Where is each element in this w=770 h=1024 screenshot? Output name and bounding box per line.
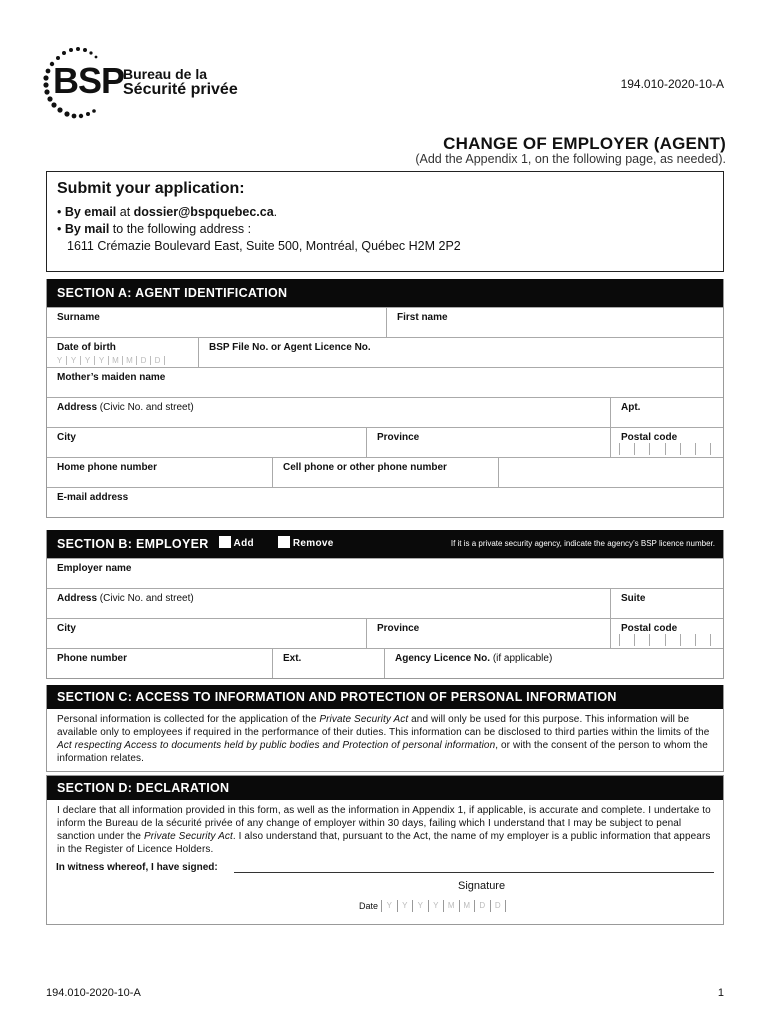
address-field[interactable] <box>47 398 611 427</box>
c-text-3: , or with the consent of the person to whom the information relates. <box>57 740 708 764</box>
add-option[interactable] <box>219 530 254 558</box>
agency-licence-hint: (if applicable) <box>492 653 553 664</box>
dob-boxes <box>53 356 165 365</box>
email-address[interactable]: dossier@bspquebec.ca <box>133 205 274 219</box>
employer-city-label: City <box>57 623 76 634</box>
row-address <box>47 397 723 427</box>
dob-y3: Y <box>81 356 95 365</box>
employer-postal-boxes <box>619 634 711 646</box>
employer-province-field[interactable] <box>367 619 611 648</box>
logo-acronym: BSP <box>53 60 125 101</box>
sd-y3: Y <box>413 900 429 912</box>
signature-label: Signature <box>458 880 506 892</box>
sd-m1: M <box>444 900 460 912</box>
email-field-label: E-mail address <box>57 492 129 503</box>
d-text-act: Private Security Act <box>143 831 233 842</box>
section-b-title: SECTION B: EMPLOYER <box>57 537 209 551</box>
row-employer-address <box>47 588 723 618</box>
row-maiden <box>47 367 723 397</box>
submit-heading: Submit your application: <box>57 180 245 197</box>
employer-address-field[interactable] <box>47 589 611 618</box>
remove-checkbox[interactable] <box>278 536 290 548</box>
suite-field[interactable] <box>611 589 723 618</box>
email-end: . <box>273 205 278 219</box>
section-c-text <box>47 709 723 771</box>
mail-address: 1611 Crémazie Boulevard East, Suite 500, Montréal, Québec H2M 2P2 <box>67 239 461 253</box>
c-text-act: Private Security Act <box>319 714 409 725</box>
add-checkbox[interactable] <box>219 536 231 548</box>
mothers-maiden-field[interactable] <box>47 368 723 397</box>
first-name-label: First name <box>397 312 448 323</box>
page-subtitle: (Add the Appendix 1, on the following page, as needed). <box>415 152 726 166</box>
witness-label: In witness whereof, I have signed: <box>56 862 218 873</box>
sd-d1: D <box>475 900 491 912</box>
mail-rest: to the following address : <box>109 222 252 236</box>
employer-postal-field[interactable] <box>611 619 723 648</box>
row-city <box>47 427 723 457</box>
row-employer-name <box>47 558 723 588</box>
postal-code-label: Postal code <box>621 432 678 443</box>
section-a <box>46 279 724 518</box>
address-label: Address <box>57 402 98 413</box>
city-label: City <box>57 432 76 443</box>
address-hint: (Civic No. and street) <box>99 402 194 413</box>
email-field[interactable] <box>47 488 723 517</box>
province-field[interactable] <box>367 428 611 457</box>
remove-label: Remove <box>292 538 334 549</box>
dob-d2: D <box>151 356 165 365</box>
dob-y2: Y <box>67 356 81 365</box>
employer-name-label: Employer name <box>57 563 132 574</box>
cell-phone-field[interactable] <box>273 458 499 487</box>
dob-field[interactable] <box>47 338 199 367</box>
employer-name-field[interactable] <box>47 559 723 588</box>
email-label: By email <box>64 205 117 219</box>
employer-city-field[interactable] <box>47 619 367 648</box>
first-name-field[interactable] <box>387 308 723 337</box>
surname-field[interactable] <box>47 308 387 337</box>
mothers-maiden-label: Mother’s maiden name <box>57 372 166 383</box>
c-text-2: and will only be used for this purpose. This information will be available only to employees if required in the performance of their duties. This information can be disclosed to third parties within the limits of the <box>57 714 710 738</box>
dob-m2: M <box>123 356 137 365</box>
email-mid: at <box>116 205 134 219</box>
postal-code-field[interactable] <box>611 428 723 457</box>
submit-instructions <box>46 171 724 272</box>
surname-label: Surname <box>57 312 100 323</box>
ext-field[interactable] <box>273 649 385 678</box>
agency-licence-label: Agency Licence No. <box>395 653 491 664</box>
dob-label: Date of birth <box>57 342 116 353</box>
remove-option[interactable] <box>278 530 334 558</box>
suite-label: Suite <box>621 593 646 604</box>
province-label: Province <box>377 432 420 443</box>
logo-line1: Bureau de la <box>123 66 208 82</box>
dob-y1: Y <box>53 356 67 365</box>
cell-phone-input[interactable] <box>499 458 723 487</box>
mail-label: By mail <box>64 222 110 236</box>
bsp-file-field[interactable] <box>199 338 723 367</box>
add-label: Add <box>233 538 254 549</box>
c-text-1: Personal information is collected for the application of the <box>57 714 320 725</box>
footer-page-number: 1 <box>717 987 724 999</box>
submit-mail-line: • By mail to the following address : <box>57 222 252 236</box>
city-field[interactable] <box>47 428 367 457</box>
cell-phone-label: Cell phone or other phone number <box>283 462 447 473</box>
row-name <box>47 307 723 337</box>
submit-email-line: • By email at dossier@bspquebec.ca. <box>57 205 278 219</box>
employer-phone-label: Phone number <box>57 653 128 664</box>
postal-code-boxes <box>619 443 711 455</box>
section-c-heading: SECTION C: ACCESS TO INFORMATION AND PROTECTION OF PERSONAL INFORMATION <box>47 685 723 709</box>
row-employer-city <box>47 618 723 648</box>
section-a-heading: SECTION A: AGENT IDENTIFICATION <box>47 279 723 307</box>
sign-date-label: Date <box>359 901 379 911</box>
form-number-top: 194.010-2020-10-A <box>620 77 724 91</box>
row-employer-phone <box>47 648 723 678</box>
sd-y1: Y <box>382 900 398 912</box>
employer-postal-label: Postal code <box>621 623 678 634</box>
employer-address-label: Address <box>57 593 98 604</box>
sd-d2: D <box>491 900 507 912</box>
dob-d1: D <box>137 356 151 365</box>
bsp-file-label: BSP File No. or Agent Licence No. <box>209 342 371 353</box>
agency-licence-field[interactable] <box>385 649 723 678</box>
d-text-2: . I also understand that, pursuant to the Act, the name of my employer is a public information that appears in the Register of Licence Holders. <box>57 831 711 855</box>
section-d-text <box>47 800 723 862</box>
employer-phone-field[interactable] <box>47 649 273 678</box>
employer-address-hint: (Civic No. and street) <box>99 593 194 604</box>
employer-province-label: Province <box>377 623 420 634</box>
sd-y2: Y <box>398 900 414 912</box>
home-phone-label: Home phone number <box>57 462 158 473</box>
logo-wordmark <box>123 66 238 98</box>
dob-y4: Y <box>95 356 109 365</box>
row-dob <box>47 337 723 367</box>
c-text-act2: Act respecting Access to documents held by public bodies and Protection of personal information <box>57 740 496 751</box>
logo-line2: Sécurité privée <box>123 81 238 98</box>
section-c <box>46 685 724 772</box>
dob-m1: M <box>109 356 123 365</box>
section-d-heading: SECTION D: DECLARATION <box>47 776 723 800</box>
section-b <box>46 530 724 679</box>
row-email <box>47 487 723 517</box>
ext-label: Ext. <box>283 653 302 664</box>
sign-date-boxes[interactable] <box>381 900 506 912</box>
section-b-note: If it is a private security agency, indicate the agency’s BSP licence number. <box>450 539 715 548</box>
signature-line[interactable] <box>234 872 714 873</box>
page-title: CHANGE OF EMPLOYER (AGENT) <box>443 134 726 153</box>
home-phone-field[interactable] <box>47 458 273 487</box>
sd-m2: M <box>460 900 476 912</box>
section-b-heading <box>47 530 723 558</box>
apt-label: Apt. <box>621 402 641 413</box>
sd-y4: Y <box>429 900 445 912</box>
d-text-1: I declare that all information provided in this form, as well as the information in Appendix 1, if applicable, is accurate and complete. I undertake to inform the Bureau de la sécurité privée of any change of employer within 30 days, failing which I understand that I may be subject to penal sanction under the <box>57 805 711 842</box>
apt-field[interactable] <box>611 398 723 427</box>
footer-form-number: 194.010-2020-10-A <box>46 987 141 999</box>
row-phones <box>47 457 723 487</box>
